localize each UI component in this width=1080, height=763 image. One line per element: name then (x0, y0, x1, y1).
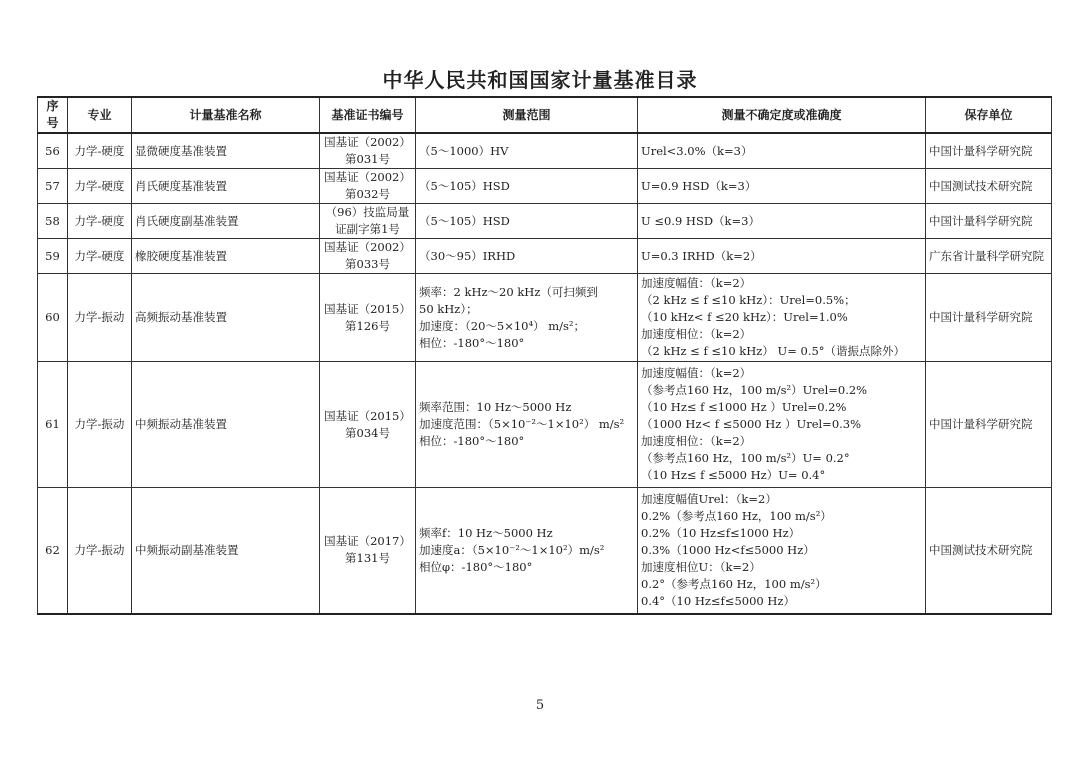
header-cert: 基准证书编号 (320, 97, 416, 133)
cell-line: 加速度相位：（k=2） (641, 434, 752, 448)
cell-line: 0.4°（10 Hz≤f≤5000 Hz） (641, 593, 795, 608)
cell-line: U ≤0.9 HSD（k=3） (641, 213, 760, 228)
table-row (38, 133, 1052, 169)
cell-line: 加速度相位：（k=2） (641, 327, 752, 341)
cell-line: （5～105）HSD (419, 213, 510, 228)
cell-uncertainty (638, 239, 926, 274)
table-row (38, 488, 1052, 614)
table-row (38, 274, 1052, 362)
cell-custodian: 中国计量科学研究院 (926, 204, 1052, 239)
cell-line: Urel<3.0%（k=3） (641, 143, 753, 158)
cell-line: 相位：-180°～180° (419, 335, 525, 350)
cell-name: 橡胶硬度基准装置 (132, 239, 320, 274)
cell-name: 中频振动副基准装置 (132, 488, 320, 614)
cell-line: （5～105）HSD (419, 178, 510, 193)
cell-cert (320, 239, 416, 274)
cell-line: （2 kHz ≤ f ≤10 kHz）：Urel=0.5%； (641, 293, 856, 307)
cell-line: 国基证（2015） (324, 301, 411, 316)
cell-line: （10 Hz≤ f ≤1000 Hz ）Urel=0.2% (641, 400, 847, 414)
cell-uncertainty (638, 274, 926, 362)
cell-line: （10 kHz< f ≤20 kHz）：Urel=1.0% (641, 310, 848, 324)
cell-line: （2 kHz ≤ f ≤10 kHz） U= 0.5°（谐振点除外） (641, 344, 906, 358)
cell-line: U=0.3 IRHD（k=2） (641, 248, 762, 263)
cell-line: 0.3%（1000 Hz<f≤5000 Hz） (641, 542, 815, 557)
cell-uncertainty (638, 488, 926, 614)
table-row (38, 204, 1052, 239)
cell-line: 第033号 (345, 257, 390, 271)
header-field: 专业 (68, 97, 132, 133)
cell-line: （30～95）IRHD (419, 248, 516, 263)
cell-custodian: 中国计量科学研究院 (926, 133, 1052, 169)
cell-line: 0.2%（参考点160 Hz，100 m/s²） (641, 508, 832, 523)
cell-name: 肖氏硬度副基准装置 (132, 204, 320, 239)
cell-name: 显微硬度基准装置 (132, 133, 320, 169)
cell-line: U=0.9 HSD（k=3） (641, 178, 757, 193)
cell-line: （5～1000）HV (419, 143, 509, 158)
cell-field: 力学-振动 (68, 488, 132, 614)
cell-seq: 58 (38, 204, 68, 239)
table-row (38, 362, 1052, 488)
cell-field: 力学-硬度 (68, 239, 132, 274)
cell-custodian: 中国测试技术研究院 (926, 169, 1052, 204)
cell-line: 频率范围：10 Hz～5000 Hz (419, 400, 572, 414)
cell-line: （1000 Hz< f ≤5000 Hz ）Urel=0.3% (641, 417, 862, 431)
cell-seq: 61 (38, 362, 68, 488)
cell-seq: 62 (38, 488, 68, 614)
cell-seq: 60 (38, 274, 68, 362)
table-row (38, 169, 1052, 204)
cell-cert (320, 204, 416, 239)
cell-line: 第031号 (345, 152, 390, 166)
cell-name: 中频振动基准装置 (132, 362, 320, 488)
cell-line: 加速度相位U：（k=2） (641, 559, 761, 574)
page-number: 5 (535, 698, 545, 713)
cell-line: 相位φ：-180°～180° (419, 559, 533, 574)
cell-range (416, 133, 638, 169)
cell-line: 0.2%（10 Hz≤f≤1000 Hz） (641, 525, 801, 540)
cell-range (416, 239, 638, 274)
cell-field: 力学-振动 (68, 362, 132, 488)
cell-range (416, 169, 638, 204)
cell-seq: 57 (38, 169, 68, 204)
cell-line: 第131号 (345, 551, 390, 566)
table-body (38, 133, 1052, 614)
cell-line: 0.2°（参考点160 Hz，100 m/s²） (641, 576, 827, 591)
cell-uncertainty (638, 169, 926, 204)
cell-field: 力学-硬度 (68, 204, 132, 239)
cell-field: 力学-硬度 (68, 169, 132, 204)
cell-cert (320, 274, 416, 362)
cell-line: 国基证（2017） (324, 534, 411, 549)
cell-line: 第032号 (345, 187, 390, 201)
cell-line: 加速度a：（5×10⁻²～1×10²）m/s² (419, 542, 605, 557)
header-custodian: 保存单位 (926, 97, 1052, 133)
cell-cert (320, 133, 416, 169)
cell-line: （参考点160 Hz，100 m/s²）U= 0.2° (641, 451, 850, 465)
table-row (38, 239, 1052, 274)
cell-line: （参考点160 Hz，100 m/s²）Urel=0.2% (641, 383, 868, 397)
cell-line: 加速度幅值Urel：（k=2） (641, 491, 777, 506)
cell-line: 频率f：10 Hz～5000 Hz (419, 525, 553, 540)
cell-uncertainty (638, 204, 926, 239)
cell-field: 力学-硬度 (68, 133, 132, 169)
cell-cert (320, 362, 416, 488)
header-range: 测量范围 (416, 97, 638, 133)
cell-line: 相位：-180°～180° (419, 434, 525, 448)
cell-line: 加速度：（20～5×10⁴） m/s²； (419, 318, 586, 333)
cell-custodian: 中国计量科学研究院 (926, 362, 1052, 488)
cell-range (416, 274, 638, 362)
cell-custodian: 中国测试技术研究院 (926, 488, 1052, 614)
cell-name: 高频振动基准装置 (132, 274, 320, 362)
header-name: 计量基准名称 (132, 97, 320, 133)
cell-line: 第034号 (345, 425, 390, 440)
cell-cert (320, 169, 416, 204)
cell-range (416, 204, 638, 239)
cell-uncertainty (638, 362, 926, 488)
cell-field: 力学-振动 (68, 274, 132, 362)
cell-range (416, 362, 638, 488)
cell-line: 第126号 (345, 318, 390, 333)
document-title: 中华人民共和国国家计量基准目录 (382, 68, 698, 92)
cell-line: 国基证（2002） (324, 170, 411, 184)
cell-cert (320, 488, 416, 614)
cell-uncertainty (638, 133, 926, 169)
cell-line: 50 kHz）； (419, 301, 478, 316)
cell-line: 证副字第1号 (335, 222, 400, 236)
cell-line: 加速度幅值：（k=2） (641, 276, 752, 290)
cell-custodian: 中国计量科学研究院 (926, 274, 1052, 362)
cell-line: （96）技监局量 (325, 205, 410, 219)
cell-custodian: 广东省计量科学研究院 (926, 239, 1052, 274)
cell-line: 加速度范围：（5×10⁻²～1×10²） m/s² (419, 417, 625, 431)
cell-line: （10 Hz≤ f ≤5000 Hz）U= 0.4° (641, 468, 826, 482)
table-header-row (38, 97, 1052, 133)
cell-line: 加速度幅值：（k=2） (641, 366, 752, 380)
header-seq: 序号 (38, 97, 68, 133)
cell-seq: 59 (38, 239, 68, 274)
cell-seq: 56 (38, 133, 68, 169)
cell-name: 肖氏硬度基准装置 (132, 169, 320, 204)
standards-catalog-table (37, 96, 1052, 615)
cell-line: 国基证（2002） (324, 135, 411, 149)
cell-range (416, 488, 638, 614)
cell-line: 频率：2 kHz～20 kHz（可扫频到 (419, 284, 598, 299)
header-uncertainty: 测量不确定度或准确度 (638, 97, 926, 133)
cell-line: 国基证（2015） (324, 408, 411, 423)
cell-line: 国基证（2002） (324, 240, 411, 254)
